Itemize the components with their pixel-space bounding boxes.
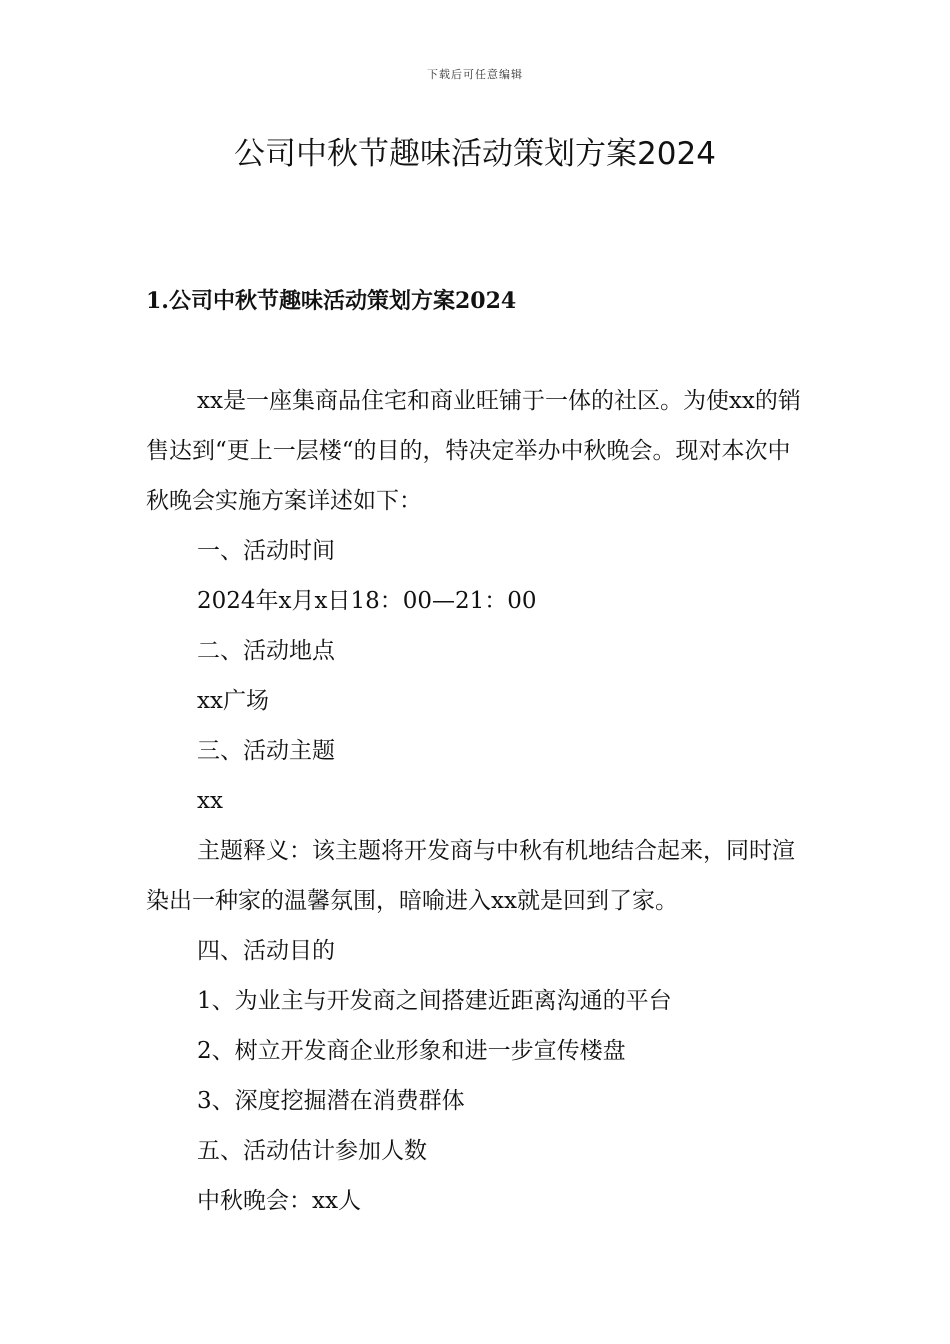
place-value: xx广场 [197,688,269,714]
goal-heading: 四、活动目的 [197,938,335,964]
intro-paragraph: xx是一座集商品住宅和商业旺铺于一体的社区。为使xx的销售达到“更上一层楼“的目的，特决定举办中秋晚会。现对本次中秋晚会实施方案详述如下： [146,388,801,514]
place-heading: 二、活动地点 [197,638,335,664]
document-body [146,376,810,1226]
goal-item-2: 2、树立开发商企业形象和进一步宣传楼盘 [197,1038,626,1064]
people-heading: 五、活动估计参加人数 [197,1138,427,1164]
theme-heading: 三、活动主题 [197,738,335,764]
time-value: 2024年x月x日18：00—21：00 [197,588,537,614]
people-value: 中秋晚会：xx人 [197,1188,361,1214]
time-heading: 一、活动时间 [197,538,335,564]
goal-item-1: 1、为业主与开发商之间搭建近距离沟通的平台 [197,988,672,1014]
goal-item-3: 3、深度挖掘潜在消费群体 [197,1088,465,1114]
section-heading: 1.公司中秋节趣味活动策划方案2024 [146,288,517,314]
theme-explanation: 主题释义：该主题将开发商与中秋有机地结合起来，同时渲染出一种家的温馨氛围，暗喻进入xx就是回到了家。 [146,838,795,914]
document-title: 公司中秋节趣味活动策划方案2024 [234,136,716,172]
theme-value: xx [197,788,223,814]
header-note: 下载后可任意编辑 [427,68,523,81]
